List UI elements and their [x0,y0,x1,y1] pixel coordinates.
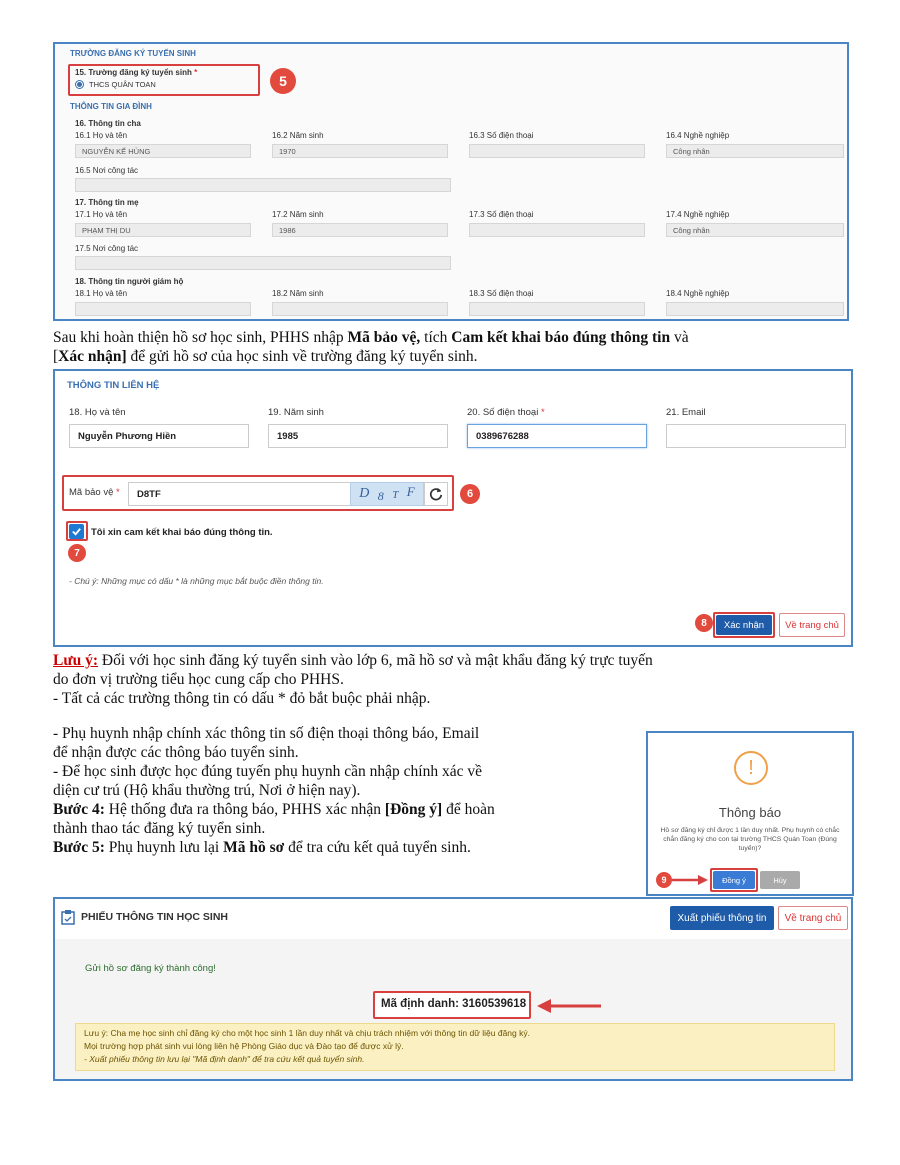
check-icon [71,526,82,537]
guardian-name-field[interactable] [75,302,251,316]
father-year-field[interactable]: 1970 [272,144,448,158]
confirm-button[interactable]: Xác nhận [716,615,772,635]
confirm-dialog [646,731,854,896]
father-phone-label: 16.3 Số điện thoại [469,131,534,140]
step-badge-9: 9 [656,872,672,888]
contact-name-label: 18. Họ và tên [69,407,126,418]
sheet-title: PHIẾU THÔNG TIN HỌC SINH [81,911,229,923]
captcha-input[interactable]: D8TF [128,482,350,506]
success-message: Gửi hồ sơ đăng ký thành công! [85,963,216,974]
contact-info-panel [53,369,853,647]
contact-phone-input[interactable]: 0389676288 [467,424,647,448]
guardian-phone-label: 18.3 Số điện thoại [469,289,534,298]
dialog-message: Hồ sơ đăng ký chỉ được 1 lần duy nhất. Phụ huynh có chắc chắn đăng ký cho con tại trường THCS Quán Toan (Đúng tuyến)? [660,827,840,852]
mother-phone-field[interactable] [469,223,645,237]
family-info-panel [53,42,849,321]
mother-title: 17. Thông tin mẹ [75,198,139,207]
step-badge-6: 6 [460,484,480,504]
guardian-year-field[interactable] [272,302,448,316]
mother-job-field[interactable]: Công nhân [666,223,844,237]
section-family-title: THÔNG TIN GIA ĐÌNH [70,102,152,111]
father-work-label: 16.5 Nơi công tác [75,166,139,175]
contact-email-input[interactable] [666,424,846,448]
mother-year-label: 17.2 Năm sinh [272,210,324,219]
father-work-field[interactable] [75,178,451,192]
arrow-left-icon [537,999,601,1013]
guardian-title: 18. Thông tin người giám hộ [75,277,184,286]
note-label: Lưu ý: [53,652,99,669]
contact-section-title: THÔNG TIN LIÊN HỆ [67,380,160,391]
mother-year-field[interactable]: 1986 [272,223,448,237]
required-note: - Chú ý: Những mục có dấu * là những mục bắt buộc điền thông tin. [69,576,324,586]
commit-label: Tôi xin cam kết khai báo đúng thông tin. [91,527,273,538]
sheet-home-button[interactable]: Về trang chủ [778,906,848,930]
instruction-paragraph-2: Lưu ý: Đối với học sinh đăng ký tuyển sinh vào lớp 6, mã hồ sơ và mật khẩu đăng ký trực tuyến do đơn vị trường tiểu học cung cấp cho PHHS. - Tất cả các trường thông tin có dấu * đỏ bắt buộc phải nhập. [53,652,653,707]
export-button[interactable]: Xuất phiếu thông tin [670,906,774,930]
step-badge-8: 8 [695,614,713,632]
contact-email-label: 21. Email [666,407,706,418]
school-label: 15. Trường đăng ký tuyển sinh * [75,68,198,77]
mother-work-field[interactable] [75,256,451,270]
mother-name-field[interactable]: PHẠM THỊ DU [75,223,251,237]
student-id: Mã định danh: 3160539618 [381,998,527,1010]
captcha-label: Mã bảo vệ * [69,487,120,498]
contact-year-label: 19. Năm sinh [268,407,324,418]
father-job-label: 16.4 Nghề nghiệp [666,131,730,140]
instruction-paragraph-3: - Phụ huynh nhập chính xác thông tin số điện thoại thông báo, Email để nhận được các thông báo tuyển sinh. - Để học sinh được học đúng tuyến phụ huynh cần nhập chính xác về diện cư trú (Hộ khẩu thường trú, Nơi ở hiện nay). Bước 4: Hệ thống đưa ra thông báo, PHHS xác nhận [Đồng ý] để hoàn thành thao tác đăng ký tuyển sinh. Bước 5: Phụ huynh lưu lại Mã hồ sơ để tra cứu kết quả tuyển sinh. [53,725,495,856]
commit-checkbox[interactable] [69,524,84,539]
instruction-paragraph-1: Sau khi hoàn thiện hồ sơ học sinh, PHHS nhập Mã bảo vệ, tích Cam kết khai báo đúng thông tin và [Xác nhận] để gửi hồ sơ của học sinh về trường đăng ký tuyển sinh. [53,329,689,365]
ok-button[interactable]: Đồng ý [713,871,755,889]
father-year-label: 16.2 Năm sinh [272,131,324,140]
guardian-job-label: 18.4 Nghề nghiệp [666,289,730,298]
father-name-field[interactable]: NGUYỄN KẾ HÙNG [75,144,251,158]
father-title: 16. Thông tin cha [75,119,141,128]
mother-job-label: 17.4 Nghề nghiệp [666,210,730,219]
contact-name-input[interactable]: Nguyễn Phương Hiền [69,424,249,448]
father-phone-field[interactable] [469,144,645,158]
father-name-label: 16.1 Họ và tên [75,131,128,140]
arrow-icon [672,875,708,885]
step-badge-7: 7 [68,544,86,562]
warning-icon: ! [734,751,768,785]
student-info-sheet-panel [53,897,853,1081]
cancel-button[interactable]: Hủy [760,871,800,889]
dialog-title: Thông báo [718,805,782,820]
sheet-notes: Lưu ý: Cha mẹ học sinh chỉ đăng ký cho một học sinh 1 lần duy nhất và chịu trách nhiệm với thông tin dữ liệu đăng ký. Mọi trường hợp phát sinh vui lòng liên hệ Phòng Giáo dục và Đào tạo để được xử lý. - Xuất phiếu thông tin lưu lại "Mã định danh" để tra cứu kết quả tuyển sinh. [75,1023,835,1071]
clipboard-icon [61,909,75,925]
contact-year-input[interactable]: 1985 [268,424,448,448]
guardian-phone-field[interactable] [469,302,645,316]
guardian-year-label: 18.2 Năm sinh [272,289,324,298]
refresh-icon[interactable] [424,482,448,506]
school-radio[interactable]: THCS QUÂN TOAN [75,80,156,89]
father-job-field[interactable]: Công nhân [666,144,844,158]
mother-work-label: 17.5 Nơi công tác [75,244,139,253]
guardian-name-label: 18.1 Họ và tên [75,289,128,298]
radio-icon [75,80,84,89]
home-button[interactable]: Về trang chủ [779,613,845,637]
contact-phone-label: 20. Số điện thoại * [467,407,545,418]
section-school-title: TRƯỜNG ĐĂNG KÝ TUYỂN SINH [70,49,196,58]
step-badge-5: 5 [270,68,296,94]
mother-name-label: 17.1 Họ và tên [75,210,128,219]
captcha-image: D 8 T F [350,482,424,506]
guardian-job-field[interactable] [666,302,844,316]
mother-phone-label: 17.3 Số điện thoại [469,210,534,219]
